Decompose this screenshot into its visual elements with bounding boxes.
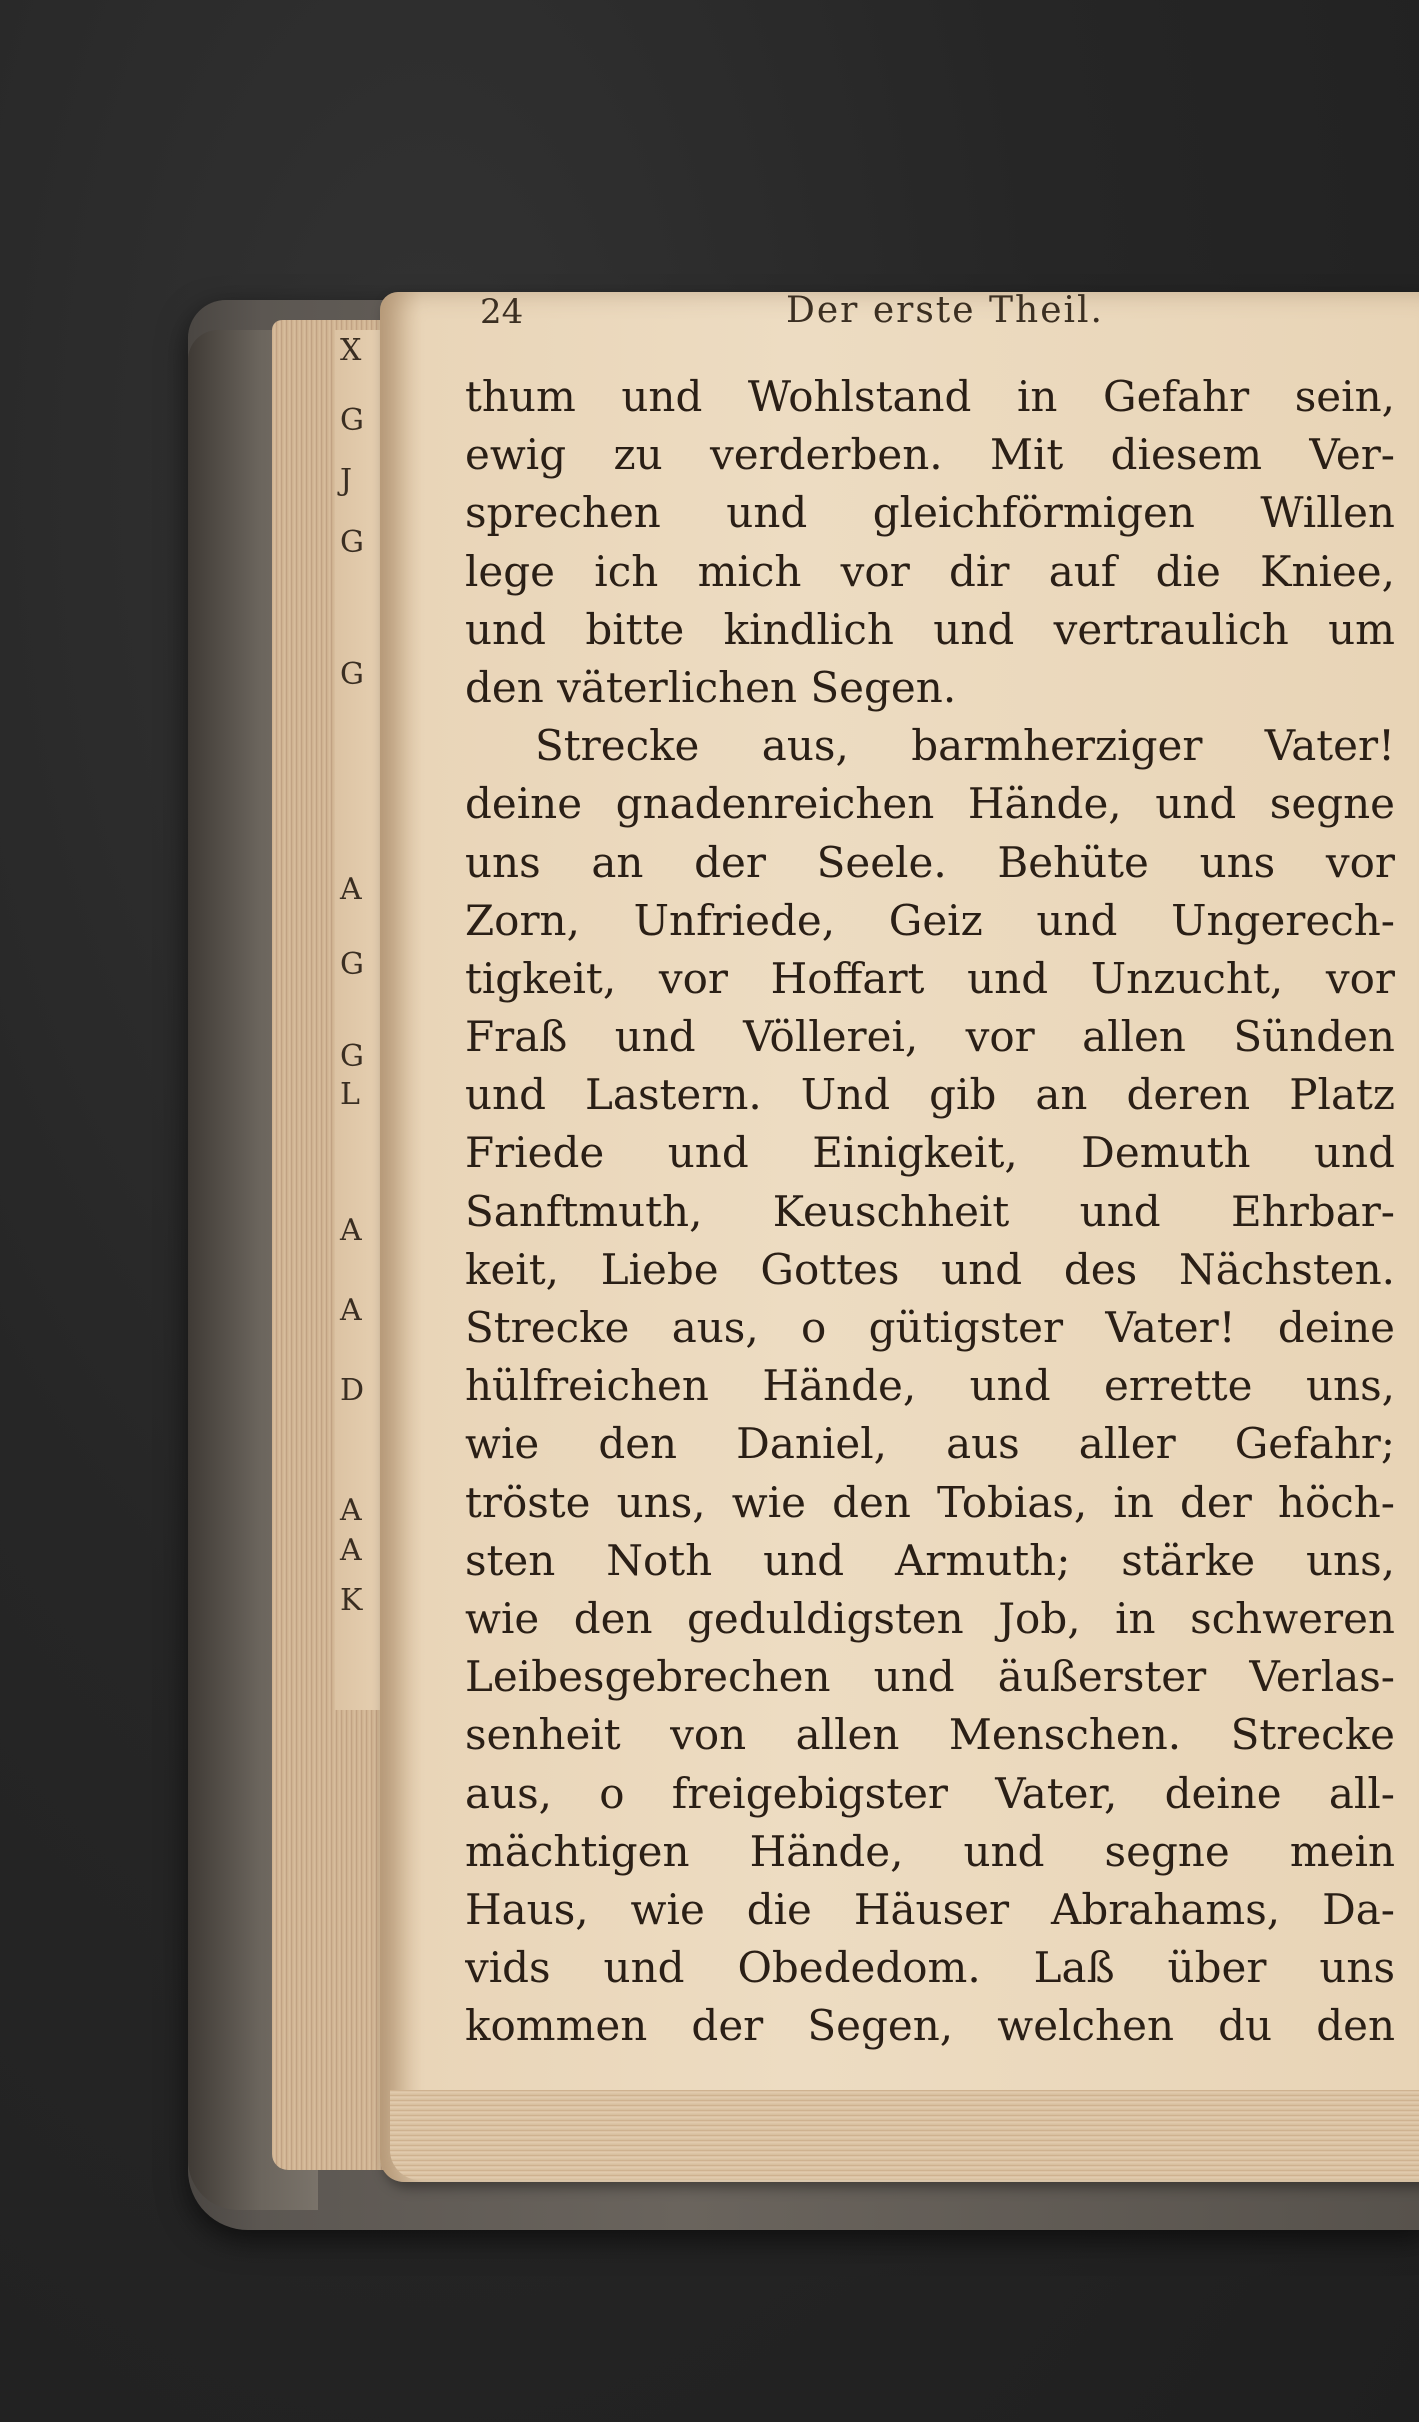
margin-mark: X — [340, 333, 362, 368]
margin-mark: A — [340, 1493, 362, 1528]
text-line: kommen der Segen, welchen du den — [465, 2001, 1395, 2051]
page-bottom-edges — [390, 2090, 1419, 2180]
text-line: hülfreichen Hände, und errette uns, — [465, 1361, 1395, 1411]
margin-mark: A — [340, 1533, 362, 1568]
text-line: tröste uns, wie den Tobias, in der höch- — [465, 1477, 1395, 1527]
text-line: Strecke aus, barmherziger Vater! — [535, 721, 1395, 771]
text-line: und Lastern. Und gib an deren Platz — [465, 1070, 1395, 1120]
text-line: Haus, wie die Häuser Abrahams, Da- — [465, 1884, 1395, 1934]
running-head: Der erste Theil. — [786, 290, 1104, 331]
text-line: aus, o freigebigster Vater, deine all- — [465, 1768, 1395, 1818]
text-line: Leibesgebrechen und äußerster Verlas- — [465, 1652, 1395, 1702]
margin-mark: G — [340, 657, 364, 692]
text-line: sten Noth und Armuth; stärke uns, — [465, 1535, 1395, 1585]
margin-mark: G — [340, 525, 364, 560]
margin-mark: L — [340, 1077, 360, 1112]
text-line: Fraß und Völlerei, vor allen Sünden — [465, 1012, 1395, 1062]
text-line: ewig zu verderben. Mit diesem Ver- — [465, 430, 1395, 480]
text-line: sprechen und gleichförmigen Willen — [465, 488, 1395, 538]
margin-mark: D — [340, 1373, 365, 1408]
text-line: thum und Wohlstand in Gefahr sein, — [465, 372, 1395, 421]
page-header — [480, 290, 1120, 340]
text-line: uns an der Seele. Behüte uns vor — [465, 837, 1395, 887]
text-line: deine gnadenreichen Hände, und segne — [465, 779, 1395, 829]
margin-mark: G — [340, 1039, 364, 1074]
text-line: senheit von allen Menschen. Strecke — [465, 1710, 1395, 1760]
margin-mark: A — [340, 872, 362, 907]
page-number: 24 — [480, 292, 524, 332]
margin-mark: A — [340, 1213, 362, 1248]
text-line: und bitte kindlich und vertraulich um — [465, 604, 1395, 654]
margin-mark: A — [340, 1293, 362, 1328]
text-line: den väterlichen Segen. — [465, 662, 957, 712]
margin-mark: J — [340, 463, 353, 498]
text-line: Strecke aus, o gütigster Vater! deine — [465, 1303, 1395, 1352]
text-line: Zorn, Unfriede, Geiz und Ungerech- — [465, 895, 1395, 945]
text-line: wie den Daniel, aus aller Gefahr; — [465, 1419, 1395, 1469]
text-line: tigkeit, vor Hoffart und Unzucht, vor — [465, 953, 1395, 1003]
text-line: vids und Obededom. Laß über uns — [465, 1943, 1395, 1993]
margin-mark: G — [340, 403, 364, 438]
text-line: Friede und Einigkeit, Demuth und — [465, 1128, 1395, 1178]
text-line: Sanftmuth, Keuschheit und Ehrbar- — [465, 1186, 1395, 1236]
text-line: wie den geduldigsten Job, in schweren — [465, 1593, 1395, 1643]
margin-mark: G — [340, 947, 364, 982]
text-line: mächtigen Hände, und segne mein — [465, 1826, 1395, 1876]
body-text — [465, 368, 1395, 2055]
text-line: lege ich mich vor dir auf die Kniee, — [465, 546, 1395, 596]
margin-mark: K — [340, 1583, 363, 1618]
text-line: keit, Liebe Gottes und des Nächsten. — [465, 1244, 1395, 1294]
